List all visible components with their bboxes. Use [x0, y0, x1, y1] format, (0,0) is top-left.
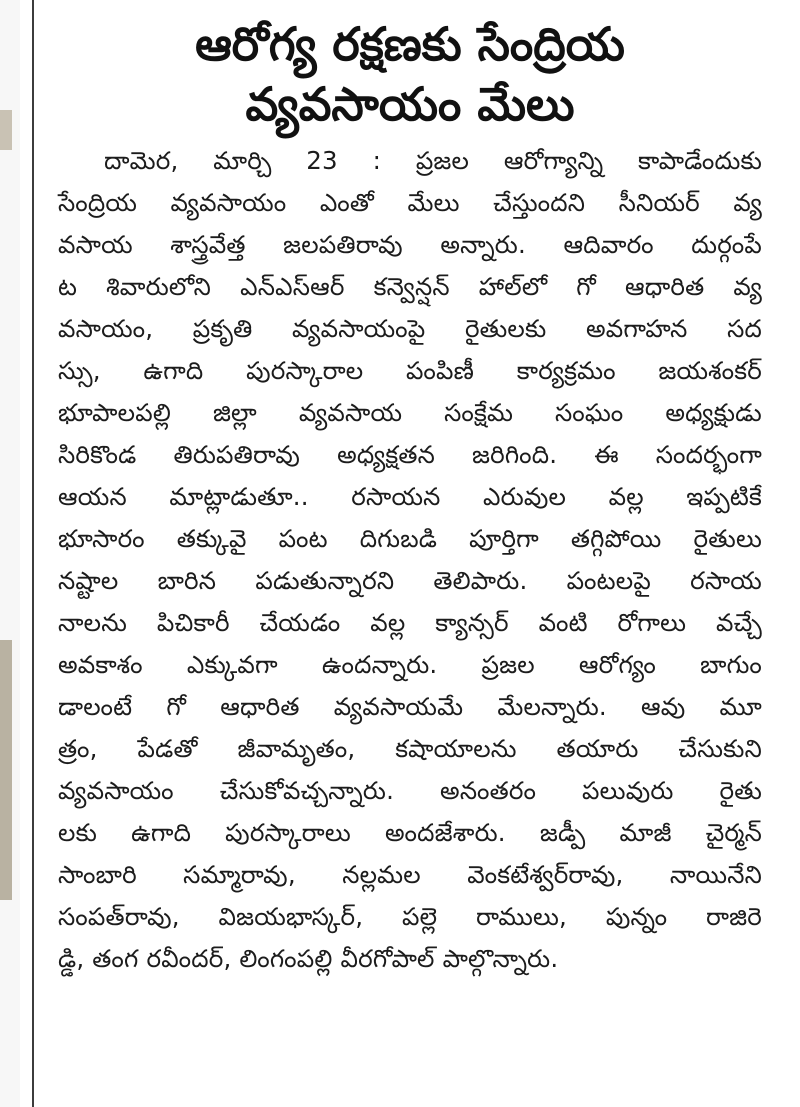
body-line: లకు ఉగాది పురస్కారాలు అందజేశారు. జడ్పీ మాజీ చైర్మన్	[58, 818, 762, 847]
body-line: నష్టాల బారిన పడుతున్నారని తెలిపారు. పంటలపై రసాయ	[58, 566, 762, 595]
body-line: వసాయం, ప్రకృతి వ్యవసాయంపై రైతులకు అవగాహన సద	[58, 314, 762, 343]
article-body	[58, 140, 762, 980]
body-line: వ్యవసాయం చేసుకోవచ్చన్నారు. అనంతరం పలువురు రైతు	[58, 776, 762, 805]
column-rule	[32, 0, 34, 1107]
body-line: దామెర, మార్చి 23 : ప్రజల ఆరోగ్యాన్ని కాపాడేందుకు	[104, 146, 762, 175]
body-line: సేంద్రియ వ్యవసాయం ఎంతో మేలు చేస్తుందని సీనియర్ వ్య	[58, 188, 762, 217]
body-line: డ్డి, తంగ రవీందర్, లింగంపల్లి వీరగోపాల్ పాల్గొన్నారు.	[58, 944, 559, 973]
left-margin-strip	[0, 0, 20, 1107]
body-line: సిరికొండ తిరుపతిరావు అధ్యక్షతన జరిగింది. ఈ సందర్భంగా	[58, 440, 762, 469]
headline-line-1: ఆరోగ్య రక్షణకు సేంద్రియ	[195, 17, 625, 71]
news-article	[58, 14, 762, 980]
article-headline	[58, 14, 762, 134]
body-line: ట శివారులోని ఎన్ఎస్ఆర్ కన్వెన్షన్ హాల్‌లో గో ఆధారిత వ్య	[58, 272, 762, 301]
body-line: భూపాలపల్లి జిల్లా వ్యవసాయ సంక్షేమ సంఘం అధ్యక్షుడు	[58, 398, 762, 427]
body-line: డాలంటే గో ఆధారిత వ్యవసాయమే మేలన్నారు. ఆవు మూ	[58, 692, 762, 721]
adjacent-photo-edge	[0, 640, 12, 900]
body-line: వసాయ శాస్త్రవేత్త జలపతిరావు అన్నారు. ఆదివారం దుర్గంపే	[58, 230, 762, 259]
body-line: ఆయన మాట్లాడుతూ.. రసాయన ఎరువుల వల్ల ఇప్పటికే	[58, 482, 762, 511]
body-line: సంపత్‌రావు, విజయభాస్కర్, పల్లె రాములు, పున్నం రాజిరె	[58, 902, 762, 931]
adjacent-column-edge	[0, 110, 12, 150]
body-line: భూసారం తక్కువై పంట దిగుబడి పూర్తిగా తగ్గిపోయి రైతులు	[58, 524, 762, 553]
body-line: నాలను పిచికారీ చేయడం వల్ల క్యాన్సర్ వంటి రోగాలు వచ్చే	[58, 608, 762, 637]
body-line: సాంబారి సమ్మారావు, నల్లమల వెంకటేశ్వర్‌రావు, నాయినేని	[58, 860, 762, 889]
headline-line-2: వ్యవసాయం మేలు	[245, 77, 575, 131]
body-line: అవకాశం ఎక్కువగా ఉందన్నారు. ప్రజల ఆరోగ్యం బాగుం	[58, 650, 762, 679]
body-line: త్రం, పేడతో జీవామృతం, కషాయాలను తయారు చేసుకుని	[58, 734, 762, 763]
body-line: స్సు, ఉగాది పురస్కారాల పంపిణీ కార్యక్రమం జయశంకర్	[58, 356, 762, 385]
